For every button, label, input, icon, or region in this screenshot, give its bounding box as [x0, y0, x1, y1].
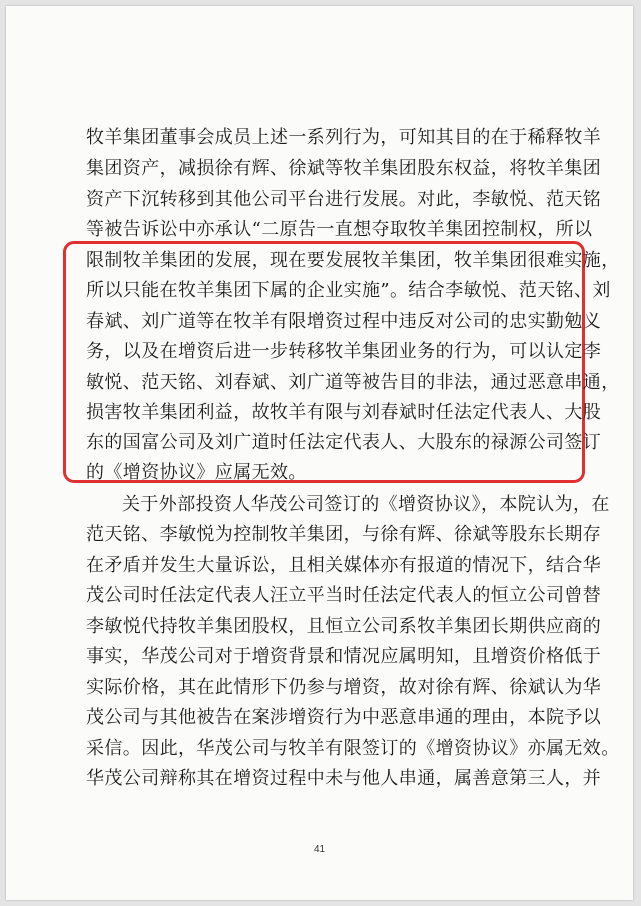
text-line: 在矛盾并发生大量诉讼，且相关媒体亦有报道的情况下，结合华 [86, 555, 602, 576]
text-line: 实际价格，其在此情形下仍参与增资，故对徐有辉、徐斌认为华 [86, 677, 602, 698]
text-line: 春斌、刘广道等在牧羊有限增资过程中违反对公司的忠实勤勉义 [86, 311, 602, 332]
text-line: 牧羊集团董事会成员上述一系列行为，可知其目的在于稀释牧羊 [86, 127, 602, 148]
text-line: 集团资产，减损徐有辉、徐斌等牧羊集团股东权益，将牧羊集团 [86, 158, 602, 179]
text-line: 损害牧羊集团利益，故牧羊有限与刘春斌时任法定代表人、大股 [86, 402, 602, 423]
text-line: 等被告诉讼中亦承认“二原告一直想夺取牧羊集团控制权，所以 [86, 219, 593, 240]
paragraph-first-line: 关于外部投资人华茂公司签订的《增资协议》，本院认为，在 [122, 494, 610, 515]
text-line: 华茂公司辩称其在增资过程中未与他人串通，属善意第三人，并 [86, 768, 602, 789]
text-line: 东的国富公司及刘广道时任法定代表人、大股东的禄源公司签订 [86, 432, 602, 453]
text-line: 范天铭、李敏悦为控制牧羊集团，与徐有辉、徐斌等股东长期存 [86, 524, 602, 545]
page-number: 41 [313, 844, 326, 855]
text-line: 采信。因此，华茂公司与牧羊有限签订的《增资协议》亦属无效。 [86, 738, 620, 759]
text-line: 限制牧羊集团的发展，现在要发展牧羊集团，牧羊集团很难实施， [86, 250, 620, 271]
text-line: 所以只能在牧羊集团下属的企业实施”。结合李敏悦、范天铭、刘 [86, 280, 611, 301]
text-line: 务，以及在增资后进一步转移牧羊集团业务的行为，可以认定李 [86, 341, 602, 362]
document-page [6, 6, 633, 900]
text-line: 事实，华茂公司对于增资背景和情况应属明知，且增资价格低于 [86, 646, 602, 667]
text-line: 的《增资协议》应属无效。 [86, 462, 307, 483]
text-line: 李敏悦代持牧羊集团股权，且恒立公司系牧羊集团长期供应商的 [86, 616, 602, 637]
text-line: 茂公司时任法定代表人汪立平当时任法定代表人的恒立公司曾替 [86, 585, 602, 606]
text-line: 茂公司与其他被告在案涉增资行为中恶意串通的理由，本院予以 [86, 707, 602, 728]
text-line: 资产下沉转移到其他公司平台进行发展。对此，李敏悦、范天铭 [86, 189, 602, 210]
text-line: 敏悦、范天铭、刘春斌、刘广道等被告目的非法，通过恶意串通， [86, 372, 620, 393]
